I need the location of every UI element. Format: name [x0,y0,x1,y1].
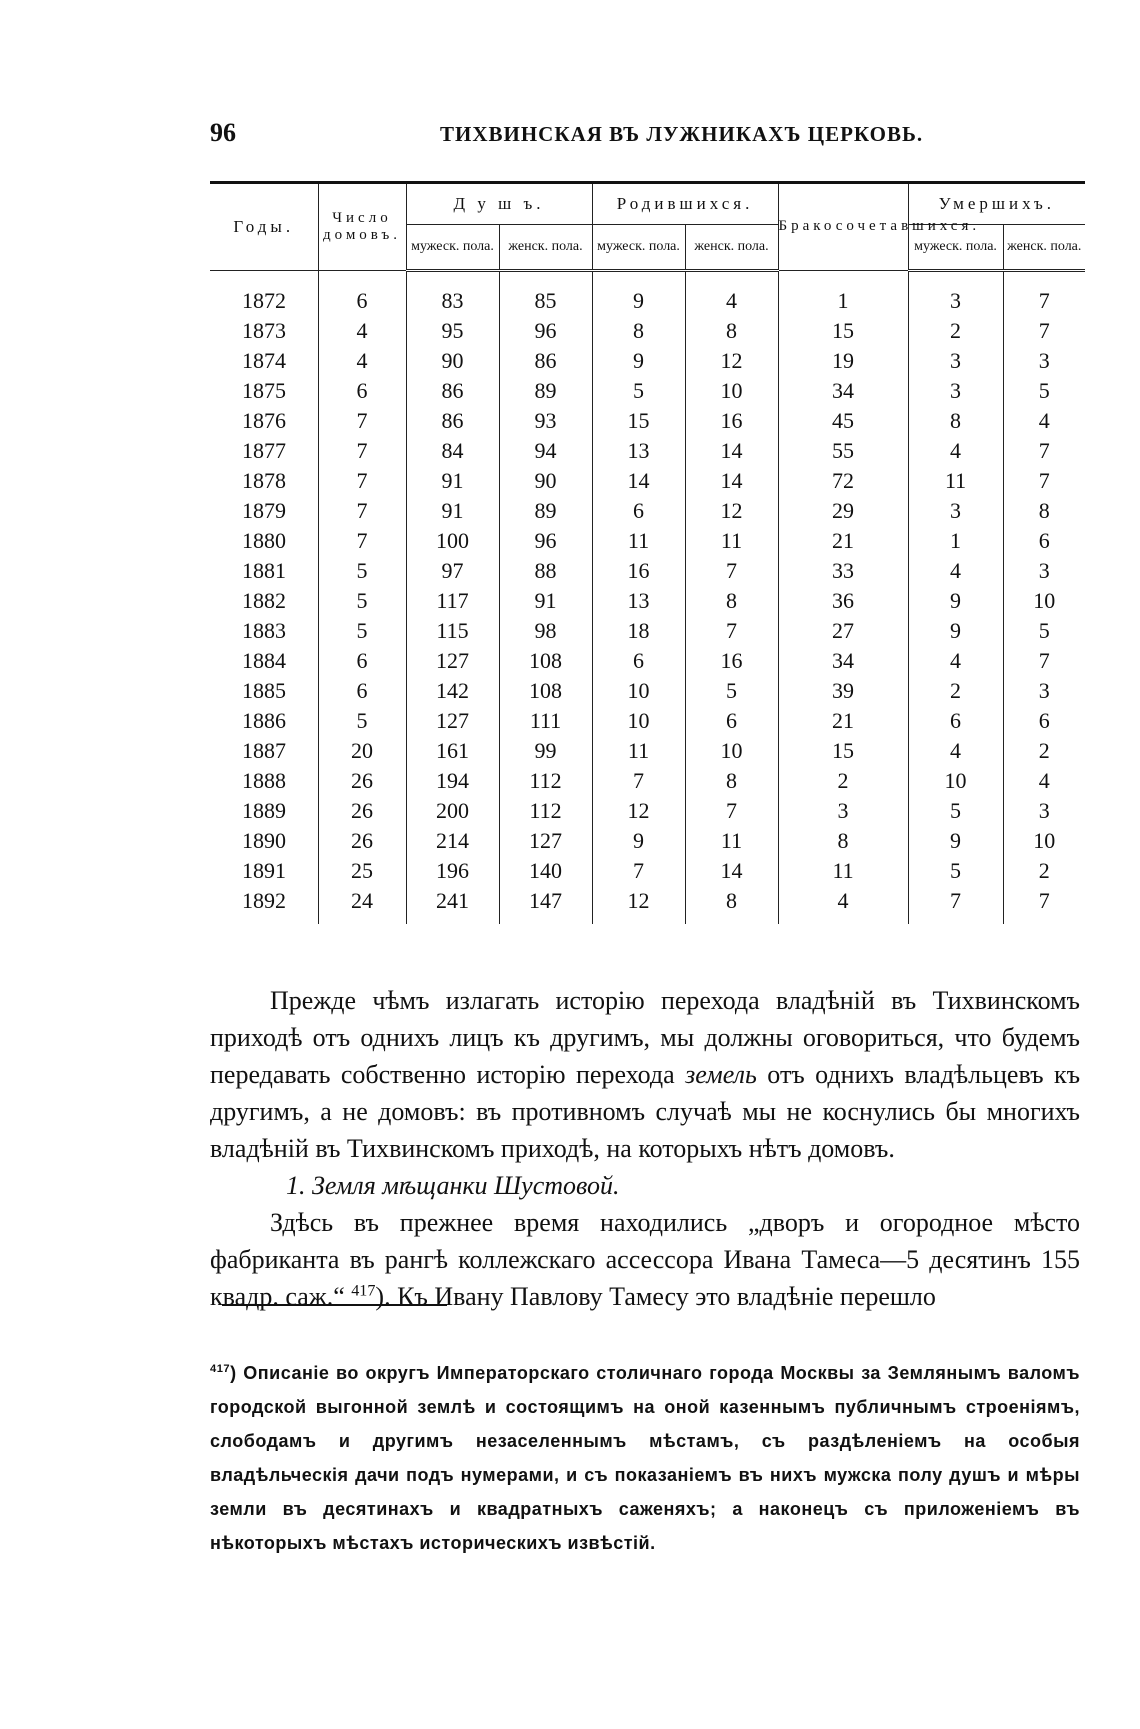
paragraph-2 [210,1204,1080,1315]
header-died-male: мужеск. пола. [908,225,1003,271]
cell-souls-female: 89 [499,496,592,526]
cell-born-male: 14 [592,466,685,496]
cell-married: 2 [778,766,908,796]
spacer-cell [908,271,1003,287]
header-houses: Число домовъ. [318,183,406,271]
cell-died-female: 2 [1003,736,1085,766]
cell-houses: 6 [318,676,406,706]
cell-died-male: 2 [908,676,1003,706]
cell-married: 34 [778,646,908,676]
cell-born-male: 6 [592,646,685,676]
header-souls: Д у ш ъ. [406,183,592,225]
cell-souls-male: 91 [406,466,499,496]
cell-born-female: 12 [685,496,778,526]
table-body [210,271,1085,925]
cell-born-male: 11 [592,526,685,556]
cell-houses: 6 [318,646,406,676]
cell-souls-female: 96 [499,316,592,346]
table-row [210,286,1085,316]
cell-died-female: 4 [1003,766,1085,796]
cell-houses: 4 [318,316,406,346]
table-row [210,406,1085,436]
cell-houses: 20 [318,736,406,766]
cell-died-female: 5 [1003,616,1085,646]
cell-souls-female: 127 [499,826,592,856]
cell-houses: 26 [318,796,406,826]
cell-souls-male: 97 [406,556,499,586]
table-row [210,346,1085,376]
spacer-cell [1003,271,1085,287]
cell-born-male: 12 [592,886,685,924]
cell-born-male: 9 [592,286,685,316]
table-spacer-row [210,271,1085,287]
cell-born-female: 8 [685,886,778,924]
cell-born-female: 11 [685,526,778,556]
table-row [210,796,1085,826]
cell-year: 1876 [242,408,286,433]
cell-died-male: 4 [908,556,1003,586]
cell-married: 4 [778,886,908,924]
cell-died-female: 5 [1003,376,1085,406]
table-row [210,706,1085,736]
cell-souls-male: 214 [406,826,499,856]
cell-born-male: 6 [592,496,685,526]
cell-married: 11 [778,856,908,886]
cell-died-female: 7 [1003,646,1085,676]
cell-born-female: 11 [685,826,778,856]
cell-souls-female: 111 [499,706,592,736]
spacer-cell [318,271,406,287]
cell-souls-male: 200 [406,796,499,826]
cell-year: 1886 [242,708,286,733]
cell-born-male: 10 [592,706,685,736]
cell-houses: 26 [318,766,406,796]
cell-souls-male: 196 [406,856,499,886]
table-row [210,436,1085,466]
cell-died-male: 1 [908,526,1003,556]
table-row [210,646,1085,676]
cell-souls-female: 94 [499,436,592,466]
cell-married: 72 [778,466,908,496]
cell-died-male: 3 [908,286,1003,316]
cell-married: 45 [778,406,908,436]
cell-souls-female: 93 [499,406,592,436]
cell-born-male: 15 [592,406,685,436]
spacer-cell [778,271,908,287]
cell-died-female: 7 [1003,886,1085,924]
footnote-rule [222,1304,447,1306]
cell-houses: 7 [318,436,406,466]
cell-died-male: 5 [908,856,1003,886]
cell-married: 21 [778,526,908,556]
cell-died-female: 7 [1003,316,1085,346]
cell-born-female: 7 [685,616,778,646]
cell-died-male: 3 [908,496,1003,526]
cell-born-male: 9 [592,826,685,856]
cell-born-male: 7 [592,766,685,796]
cell-died-female: 3 [1003,676,1085,706]
cell-year: 1872 [242,288,286,313]
cell-souls-female: 98 [499,616,592,646]
cell-died-female: 7 [1003,286,1085,316]
cell-died-female: 2 [1003,856,1085,886]
cell-died-female: 4 [1003,406,1085,436]
cell-year: 1883 [242,618,286,643]
table-row [210,826,1085,856]
section-heading [286,1167,1080,1204]
cell-born-male: 11 [592,736,685,766]
cell-houses: 5 [318,556,406,586]
cell-died-female: 7 [1003,466,1085,496]
section-number: 1. [286,1171,306,1200]
cell-born-female: 16 [685,646,778,676]
cell-year: 1881 [242,558,286,583]
cell-houses: 6 [318,376,406,406]
cell-married: 55 [778,436,908,466]
cell-died-male: 7 [908,886,1003,924]
body-text [210,982,1080,1315]
cell-born-female: 10 [685,376,778,406]
cell-year: 1878 [242,468,286,493]
cell-born-female: 14 [685,856,778,886]
cell-died-female: 3 [1003,346,1085,376]
cell-houses: 5 [318,616,406,646]
table-row [210,676,1085,706]
spacer-cell [210,271,318,287]
cell-died-male: 4 [908,436,1003,466]
cell-married: 3 [778,796,908,826]
cell-born-male: 12 [592,796,685,826]
cell-died-male: 9 [908,616,1003,646]
cell-year: 1892 [242,888,286,913]
cell-died-female: 7 [1003,436,1085,466]
cell-born-male: 10 [592,676,685,706]
cell-married: 34 [778,376,908,406]
cell-houses: 7 [318,526,406,556]
table-row [210,736,1085,766]
page-number: 96 [210,118,236,147]
cell-souls-male: 142 [406,676,499,706]
footnote [210,1356,1080,1560]
table-row [210,466,1085,496]
cell-souls-male: 115 [406,616,499,646]
cell-married: 39 [778,676,908,706]
cell-married: 29 [778,496,908,526]
cell-souls-male: 95 [406,316,499,346]
cell-married: 15 [778,736,908,766]
cell-souls-male: 91 [406,496,499,526]
cell-born-male: 8 [592,316,685,346]
cell-died-female: 3 [1003,556,1085,586]
cell-born-female: 14 [685,466,778,496]
header-died: Умершихъ. [908,183,1085,225]
cell-souls-male: 194 [406,766,499,796]
cell-souls-female: 108 [499,646,592,676]
cell-born-female: 4 [685,286,778,316]
cell-souls-male: 161 [406,736,499,766]
cell-souls-female: 147 [499,886,592,924]
cell-souls-female: 112 [499,766,592,796]
cell-died-male: 4 [908,646,1003,676]
paragraph-1-text: Прежде чѣмъ излагать исторію перехода владѣній въ Тихвинскомъ приходѣ отъ однихъ лицъ къ другимъ, мы должны оговориться, что будемъ передавать собственно исторію перехода [210,986,1080,1089]
cell-died-male: 8 [908,406,1003,436]
cell-souls-male: 127 [406,706,499,736]
cell-year: 1877 [242,438,286,463]
cell-houses: 26 [318,826,406,856]
cell-souls-male: 127 [406,646,499,676]
cell-born-female: 10 [685,736,778,766]
cell-houses: 4 [318,346,406,376]
parish-statistics-table [210,181,1085,924]
cell-year: 1890 [242,828,286,853]
paragraph-1 [210,982,1080,1167]
cell-died-male: 6 [908,706,1003,736]
table-row [210,496,1085,526]
cell-souls-female: 140 [499,856,592,886]
table-row [210,616,1085,646]
cell-died-male: 10 [908,766,1003,796]
cell-souls-female: 88 [499,556,592,586]
cell-year: 1887 [242,738,286,763]
cell-died-male: 11 [908,466,1003,496]
cell-born-female: 8 [685,586,778,616]
cell-died-male: 3 [908,376,1003,406]
spacer-cell [499,271,592,287]
cell-year: 1889 [242,798,286,823]
cell-year: 1875 [242,378,286,403]
cell-houses: 5 [318,586,406,616]
cell-married: 21 [778,706,908,736]
paragraph-1-text-rest: отъ однихъ владѣльцевъ къ другимъ, а не домовъ: въ противномъ случаѣ мы не коснулись бы многихъ владѣній въ Тихвинскомъ приходѣ, на которыхъ нѣтъ домовъ. [210,1060,1081,1163]
cell-married: 15 [778,316,908,346]
cell-souls-male: 86 [406,376,499,406]
cell-souls-male: 84 [406,436,499,466]
page-header [210,118,1080,148]
cell-born-female: 16 [685,406,778,436]
cell-died-female: 8 [1003,496,1085,526]
cell-born-female: 7 [685,556,778,586]
table-row [210,586,1085,616]
table-row [210,526,1085,556]
cell-married: 33 [778,556,908,586]
cell-houses: 7 [318,496,406,526]
cell-souls-male: 241 [406,886,499,924]
cell-born-male: 13 [592,586,685,616]
cell-died-female: 6 [1003,526,1085,556]
footnote-marker: 417 [210,1363,231,1375]
cell-born-female: 12 [685,346,778,376]
cell-houses: 25 [318,856,406,886]
cell-born-female: 14 [685,436,778,466]
paragraph-2-text-end: ). Къ Ивану Павлову Тамесу это владѣніе перешло [375,1282,936,1311]
cell-souls-male: 117 [406,586,499,616]
cell-born-female: 8 [685,766,778,796]
cell-born-male: 7 [592,856,685,886]
cell-died-male: 9 [908,826,1003,856]
cell-souls-female: 86 [499,346,592,376]
cell-born-female: 5 [685,676,778,706]
spacer-cell [406,271,499,287]
cell-died-female: 3 [1003,796,1085,826]
cell-died-female: 10 [1003,826,1085,856]
cell-died-male: 3 [908,346,1003,376]
cell-souls-female: 89 [499,376,592,406]
header-married: Бракосочетавшихся. [778,183,908,271]
cell-year: 1880 [242,528,286,553]
cell-born-male: 13 [592,436,685,466]
cell-born-male: 16 [592,556,685,586]
cell-houses: 5 [318,706,406,736]
cell-year: 1884 [242,648,286,673]
cell-died-female: 6 [1003,706,1085,736]
cell-born-female: 6 [685,706,778,736]
cell-year: 1882 [242,588,286,613]
section-title: Земля мѣщанки Шустовой. [312,1171,620,1200]
cell-died-male: 4 [908,736,1003,766]
cell-died-female: 10 [1003,586,1085,616]
cell-year: 1888 [242,768,286,793]
cell-year: 1891 [242,858,286,883]
header-souls-male: мужеск. пола. [406,225,499,271]
cell-souls-female: 90 [499,466,592,496]
cell-souls-male: 86 [406,406,499,436]
table-row [210,886,1085,924]
table-row [210,376,1085,406]
header-years: Годы. [210,183,318,271]
cell-souls-female: 85 [499,286,592,316]
paragraph-1-emphasis: земель [685,1060,757,1089]
cell-born-male: 5 [592,376,685,406]
header-died-female: женск. пола. [1003,225,1085,271]
cell-houses: 7 [318,466,406,496]
cell-year: 1873 [242,318,286,343]
cell-married: 36 [778,586,908,616]
footnote-reference: 417 [351,1282,376,1300]
cell-souls-male: 83 [406,286,499,316]
cell-houses: 24 [318,886,406,924]
header-born-male: мужеск. пола. [592,225,685,271]
table-row [210,556,1085,586]
cell-born-male: 18 [592,616,685,646]
cell-year: 1879 [242,498,286,523]
cell-souls-female: 96 [499,526,592,556]
cell-born-female: 8 [685,316,778,346]
cell-souls-female: 108 [499,676,592,706]
cell-souls-female: 112 [499,796,592,826]
spacer-cell [592,271,685,287]
cell-houses: 6 [318,286,406,316]
cell-died-male: 5 [908,796,1003,826]
cell-died-male: 2 [908,316,1003,346]
table-row [210,766,1085,796]
cell-souls-male: 100 [406,526,499,556]
header-born: Родившихся. [592,183,778,225]
cell-souls-female: 99 [499,736,592,766]
table-row [210,316,1085,346]
cell-married: 8 [778,826,908,856]
cell-married: 19 [778,346,908,376]
cell-died-male: 9 [908,586,1003,616]
table-row [210,856,1085,886]
cell-souls-male: 90 [406,346,499,376]
cell-houses: 7 [318,406,406,436]
cell-married: 1 [778,286,908,316]
paragraph-2-text: Здѣсь въ прежнее время находились „дворъ и огородное мѣсто фабриканта въ рангѣ коллежскаго ассессора Ивана Тамеса—5 десятинъ 155 квадр. саж.“ [210,1208,1080,1311]
running-title: ТИХВИНСКАЯ ВЪ ЛУЖНИКАХЪ ЦЕРКОВЬ. [440,122,924,146]
cell-married: 27 [778,616,908,646]
cell-souls-female: 91 [499,586,592,616]
spacer-cell [685,271,778,287]
header-born-female: женск. пола. [685,225,778,271]
cell-year: 1874 [242,348,286,373]
cell-born-female: 7 [685,796,778,826]
cell-born-male: 9 [592,346,685,376]
cell-year: 1885 [242,678,286,703]
footnote-text: ) Описаніе во округъ Императорскаго столичнаго города Москвы за Землянымъ валомъ городской выгонной землѣ и состоящимъ на оной казеннымъ публичнымъ строеніямъ, слободамъ и другимъ незаселеннымъ мѣстамъ, съ раздѣленіемъ на особыя владѣльческія дачи подъ нумерами, и съ показаніемъ въ нихъ мужска полу душъ и мѣры земли въ десятинахъ и квадратныхъ саженяхъ; а наконецъ съ приложеніемъ въ нѣкоторыхъ мѣстахъ историческихъ извѣстій. [210,1363,1080,1553]
header-souls-female: женск. пола. [499,225,592,271]
